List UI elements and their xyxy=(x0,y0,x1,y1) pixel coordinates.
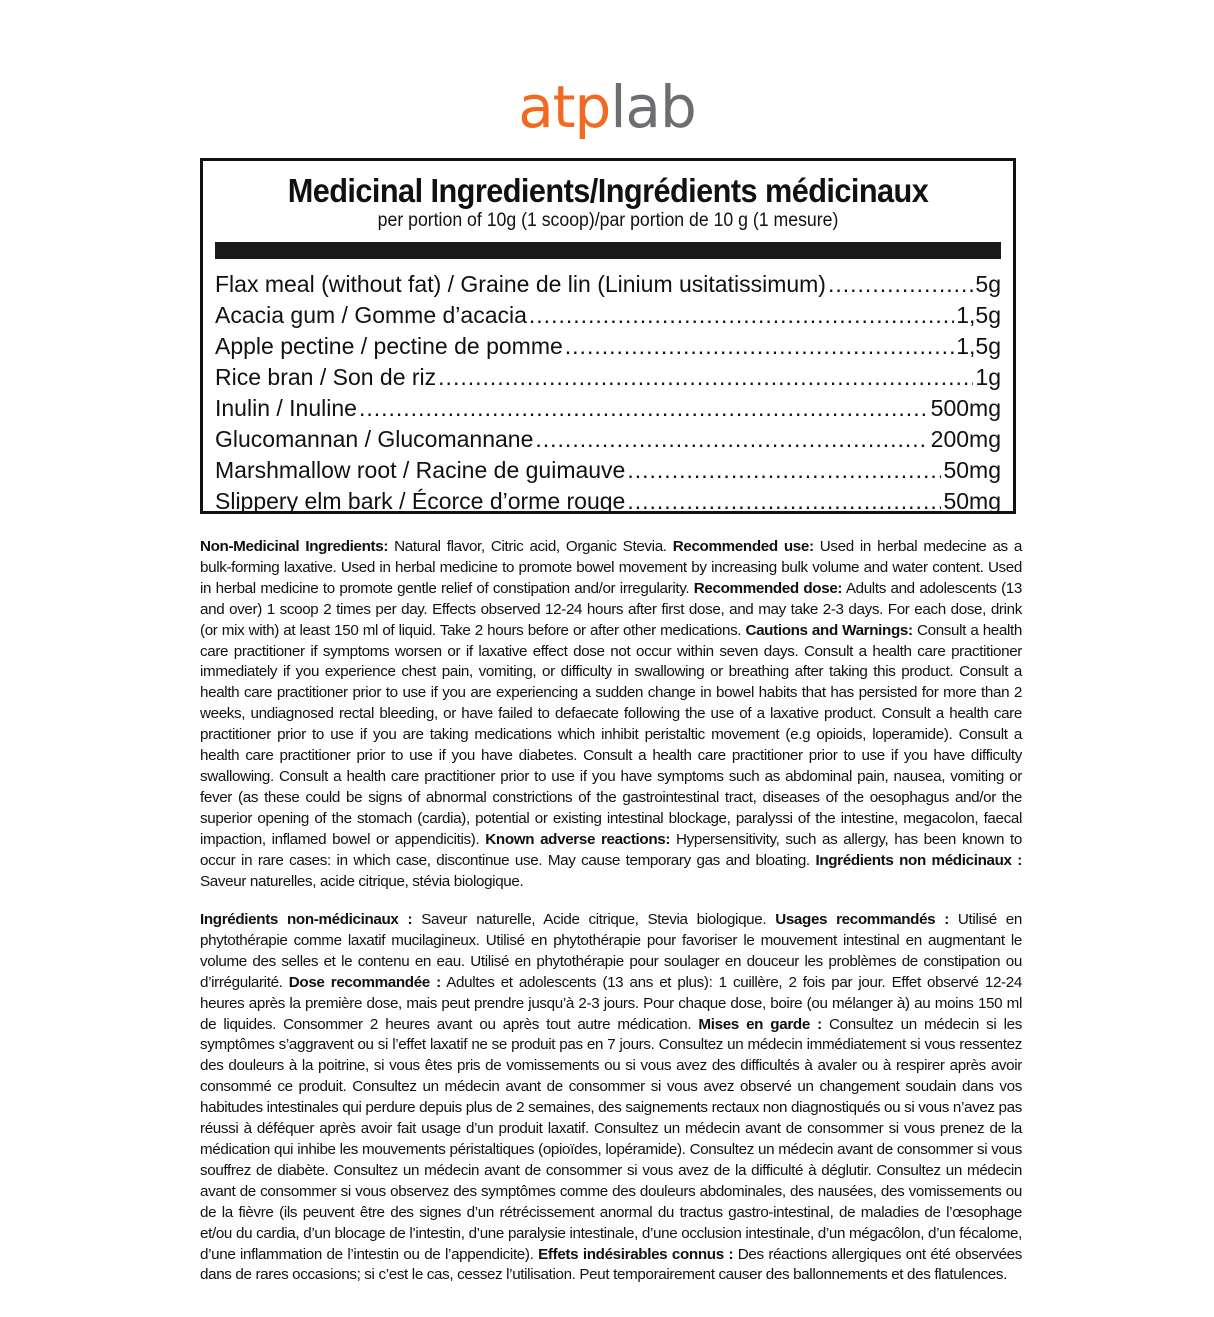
ingredient-amount: 500mg xyxy=(930,395,1001,421)
nonmed-label: Ingrédients non-médicinaux : xyxy=(200,911,413,928)
leader-dots xyxy=(438,362,973,393)
ingredient-name: Apple pectine / pectine de pomme xyxy=(215,333,563,359)
ingredient-amount: 200mg xyxy=(930,426,1001,452)
leader-dots xyxy=(535,424,928,455)
adverse-text: Des réactions allergiques ont été observées dans de rares occasions; si c’est le cas, cessez l’utilisation. Peut temporairement causer des ballonnements et des flatulences. xyxy=(200,1245,1023,1284)
warnings-text: Consultez un médecin si les symptômes s’aggravent ou si l’effet laxatif ne se produit pas en 7 jours. Consultez un médecin immédiatement si vous ressentez des douleurs à la poitrine, si vous êtes pris de vomissements ou si vous avez des difficultés à avaler ou à respirer après avoir consommé ce produit. Consultez un médecin avant de consommer si vous avez observé un changement soudain dans vos habitudes intestinales qui perdure depuis plus de 2 semaines, des saignements rectaux non diagnostiqués ou si vous n’avez pas réussi à déféquer après avoir fait usage d’un produit laxatif. Consultez un médecin avant de consommer si vous prenez de la médication qui inhibe les mouvements péristaltiques (opioïdes, lopéramide). Consultez un médecin avant de consommer si vous souffrez de diabète. Consultez un médecin avant de consommer si vous avez de la difficulté à déglutir. Consultez un médecin avant de consommer si vous observez des symptômes comme des douleurs abdominales, des nausées, des vomissements ou de la fièvre (ils peuvent être des signes d’un rétrécissement anormal du tractus gastro-intestinal, de maladies de l’œsophage et/ou du cardia, d’un blocage de l’intestin, d’une paralysie intestinale, d’une occlusion intestinale, d’un mégacôlon, d’un fécalome, d’une inflammation de l’intestin ou de l’appendicite). xyxy=(200,1015,1022,1263)
dose-label: Dose recommandée : xyxy=(288,973,441,991)
ingredient-row xyxy=(215,300,1001,331)
ingredient-amount: 1g xyxy=(975,364,1001,390)
ingredient-row xyxy=(215,393,1001,424)
use-text: Used in herbal medecine as a bulk-forming laxative. Used in herbal medicine to promote bowel movement by increasing bulk volume and water content. Used in herbal medicine to promote gentle relief of constipation and/or irregularity. xyxy=(200,538,1022,597)
dose-label: Recommended dose: xyxy=(693,579,843,597)
ingredient-row xyxy=(215,486,1001,517)
ingredient-row xyxy=(215,455,1001,486)
ingredient-name: Inulin / Inuline xyxy=(215,395,357,421)
nonmed-text: Saveur naturelle, Acide citrique, Stevia biologique. xyxy=(412,911,776,928)
leader-dots xyxy=(529,300,954,331)
dose-text: Adultes et adolescents (13 ans et plus): 1 cuillère, 2 fois par jour. Effet observé 12-24 heures après la première dose, mais peut prendre jusqu’à 2-3 jours. Pour chaque dose, boire (ou mélanger à) au moins 150 ml de liquides. Consommer 2 heures avant ou après tout autre médication. xyxy=(200,973,1022,1033)
ingredient-amount: 5g xyxy=(975,271,1001,297)
ingredient-name: Flax meal (without fat) / Graine de lin (Linium usitatissimum) xyxy=(215,271,826,297)
nonmed-label: Non-Medicinal Ingredients: xyxy=(200,538,389,555)
panel-title: Medicinal Ingredients/Ingrédients médicinaux xyxy=(287,172,929,209)
leader-dots xyxy=(828,269,973,300)
ingredient-name: Glucomannan / Glucomannane xyxy=(215,426,534,452)
leader-dots xyxy=(565,331,954,362)
ingredient-row xyxy=(215,269,1001,300)
use-text: Utilisé en phytothérapie comme laxatif mucilagineux. Utilisé en phytothérapie pour favoriser le mouvement intestinal en augmentant le volume des selles et le contenu en eau. Utilisé en phytothérapie pour soulager en douceur les problèmes de constipation ou d’irrégularité. xyxy=(200,911,1022,991)
fr-nonmed-text: Saveur naturelles, acide citrique, stévia biologique. xyxy=(200,872,524,890)
ingredient-row xyxy=(215,424,1001,455)
ingredient-name: Marshmallow root / Racine de guimauve xyxy=(215,457,626,483)
french-label-text xyxy=(200,910,1022,1286)
divider-bar xyxy=(215,242,1001,259)
use-label: Usages recommandés : xyxy=(775,911,949,928)
ingredient-name: Rice bran / Son de riz xyxy=(215,364,437,390)
adverse-label: Known adverse reactions: xyxy=(485,830,671,848)
ingredient-name: Acacia gum / Gomme d’acacia xyxy=(215,302,527,328)
ingredient-row xyxy=(215,362,1001,393)
logo-lab: lab xyxy=(610,73,696,141)
dose-text: Adults and adolescents (13 and over) 1 scoop 2 times per day. Effects observed 12-24 hours after first dose, and may take 2-3 days. For each dose, drink (or mix with) at least 150 ml of liquid. Take 2 hours before or after other medications. xyxy=(200,579,1022,639)
ingredient-amount: 1,5g xyxy=(956,333,1001,359)
ingredient-amount: 1,5g xyxy=(956,302,1001,328)
logo-atp: atp xyxy=(518,73,611,141)
medicinal-ingredients-panel xyxy=(200,158,1016,514)
cautions-label: Cautions and Warnings: xyxy=(745,621,913,639)
ingredient-amount: 50mg xyxy=(943,457,1001,483)
nonmed-text: Natural flavor, Citric acid, Organic Stevia. xyxy=(388,538,673,555)
fr-nonmed-label: Ingrédients non médicinaux : xyxy=(815,851,1022,869)
adverse-text: Hypersensitivity, such as allergy, has been known to occur in rare cases: in which case, discontinue use. May cause temporary gas and bloating. xyxy=(200,830,1022,869)
ingredient-amount: 50mg xyxy=(943,488,1001,514)
panel-subtitle: per portion of 10g (1 scoop)/par portion de 10 g (1 mesure) xyxy=(377,210,839,231)
adverse-label: Effets indésirables connus : xyxy=(538,1245,734,1263)
leader-dots xyxy=(627,455,941,486)
brand-logo xyxy=(0,72,1214,142)
leader-dots xyxy=(359,393,929,424)
ingredient-row xyxy=(215,331,1001,362)
warnings-label: Mises en garde : xyxy=(698,1015,822,1033)
leader-dots xyxy=(627,486,941,517)
english-label-text xyxy=(200,537,1022,892)
use-label: Recommended use: xyxy=(672,538,814,555)
cautions-text: Consult a health care practitioner if symptoms worsen or if laxative effect dose not occur within seven days. Consult a health care practitioner immediately if you experience chest pain, vomiting, or difficulty in swallowing or breathing after taking this product. Consult a health care practitioner prior to use if you are experiencing a sudden change in bowel habits that has persisted for more than 2 weeks, undiagnosed rectal bleeding, or have failed to defaecate following the use of a laxative product. Consult a health care practitioner prior to use if you are taking medications which inhibit peristaltic movement (e.g opioids, loperamide). Consult a health care practitioner prior to use if you have diabetes. Consult a health care practitioner prior to use if you have difficulty swallowing. Consult a health care practitioner prior to use if you have symptoms such as abdominal pain, nausea, vomiting or fever (as these could be signs of abnormal constrictions of the gastrointestinal tract, diseases of the oesophagus and/or the superior opening of the stomach (cardia), potential or existing intestinal blockage, paralyssi of the intestine, megacolon, faecal impaction, inflamed bowel or appendicitis). xyxy=(200,621,1022,848)
ingredient-list xyxy=(215,269,1001,517)
ingredient-name: Slippery elm bark / Écorce d’orme rouge xyxy=(215,488,626,514)
